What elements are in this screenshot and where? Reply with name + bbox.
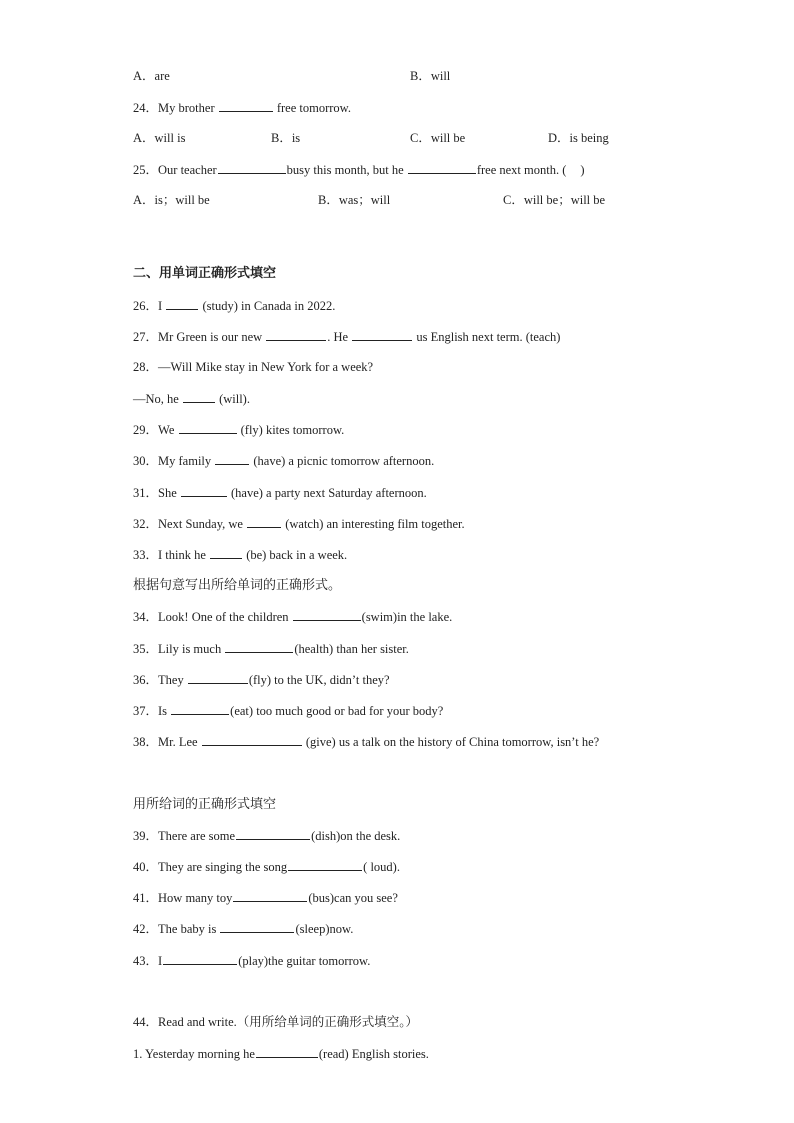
question-38	[133, 733, 599, 750]
q24-option-a: A．will is	[133, 131, 186, 145]
q23-option-b: B．will	[410, 69, 451, 83]
question-30	[133, 452, 434, 469]
question-text: (bus)can you see?	[308, 891, 398, 905]
question-number: 25．	[133, 163, 159, 177]
question-text: (sleep)now.	[295, 922, 354, 936]
answer-blank[interactable]	[408, 161, 476, 174]
section-heading: 二、用单词正确形式填空	[133, 265, 277, 280]
question-42	[133, 920, 353, 937]
question-26	[133, 297, 335, 314]
answer-blank[interactable]	[215, 452, 249, 465]
answer-blank[interactable]	[352, 328, 412, 341]
answer-blank[interactable]	[181, 484, 227, 497]
question-number: 31．	[133, 486, 159, 500]
question-text: She	[158, 486, 177, 500]
question-text: They are singing the song	[158, 860, 288, 874]
question-number: 32．	[133, 517, 159, 531]
answer-blank[interactable]	[171, 702, 229, 715]
question-text: —No, he	[133, 392, 179, 406]
question-text: We	[158, 423, 175, 437]
answer-blank[interactable]	[293, 608, 361, 621]
q25-option-c: C．will be；will be	[503, 193, 606, 207]
question-text: (be) back in a week.	[246, 548, 348, 562]
question-text: (have) a picnic tomorrow afternoon.	[253, 454, 435, 468]
question-44	[133, 1014, 418, 1030]
answer-blank[interactable]	[219, 99, 273, 112]
question-text: ( loud).	[363, 860, 400, 874]
question-text: (give) us a talk on the history of China tomorrow, isn’t he?	[305, 735, 600, 749]
question-text: Mr. Lee	[158, 735, 198, 749]
answer-blank[interactable]	[210, 546, 242, 559]
question-35	[133, 640, 409, 657]
answer-blank[interactable]	[225, 640, 293, 653]
question-text: free tomorrow.	[276, 101, 352, 115]
question-text: (fly) kites tomorrow.	[240, 423, 345, 437]
question-number: 38．	[133, 735, 159, 749]
question-34	[133, 608, 452, 625]
answer-blank[interactable]	[218, 161, 286, 174]
question-44-item-1	[133, 1045, 429, 1062]
question-number: 29．	[133, 423, 159, 437]
answer-blank[interactable]	[256, 1045, 318, 1058]
question-number: 40．	[133, 860, 159, 874]
question-28-answer	[133, 390, 250, 407]
question-31	[133, 484, 427, 501]
question-text: Look! One of the children	[158, 610, 289, 624]
question-text: There are some	[158, 829, 236, 843]
question-number: 41．	[133, 891, 159, 905]
question-number: 39．	[133, 829, 159, 843]
question-text: My brother	[158, 101, 215, 115]
question-33	[133, 546, 347, 563]
question-text: Read and write.（用所给单词的正确形式填空。）	[158, 1015, 419, 1029]
question-27	[133, 328, 560, 345]
question-text: They	[158, 673, 184, 687]
question-text: My family	[158, 454, 212, 468]
question-text: )	[580, 163, 585, 177]
answer-blank[interactable]	[266, 328, 326, 341]
question-text: Lily is much	[158, 642, 222, 656]
answer-blank[interactable]	[288, 858, 362, 871]
question-number: 43．	[133, 954, 159, 968]
question-text: The baby is	[158, 922, 217, 936]
question-text: How many toy	[158, 891, 233, 905]
question-32	[133, 515, 465, 532]
q24-option-b: B．is	[271, 131, 301, 145]
question-text: (will).	[219, 392, 250, 406]
question-text: (play)the guitar tomorrow.	[238, 954, 371, 968]
question-text: (have) a party next Saturday afternoon.	[231, 486, 427, 500]
answer-blank[interactable]	[236, 827, 310, 840]
question-29	[133, 421, 344, 438]
answer-blank[interactable]	[202, 733, 302, 746]
question-39	[133, 827, 400, 844]
question-text: I	[158, 954, 163, 968]
question-text: (health) than her sister.	[294, 642, 409, 656]
question-number: 33．	[133, 548, 159, 562]
question-text: free next month. (	[476, 163, 567, 177]
question-text: (read) English stories.	[318, 1047, 429, 1061]
q25-option-a: A．is；will be	[133, 193, 210, 207]
answer-blank[interactable]	[183, 390, 215, 403]
question-number: 42．	[133, 922, 159, 936]
question-text: Is	[158, 704, 168, 718]
question-text: Our teacher	[158, 163, 217, 177]
answer-blank[interactable]	[188, 671, 248, 684]
question-number: 34．	[133, 610, 159, 624]
answer-blank[interactable]	[163, 952, 237, 965]
answer-blank[interactable]	[233, 889, 307, 902]
question-number: 26．	[133, 299, 159, 313]
question-number: 30．	[133, 454, 159, 468]
question-number: 35．	[133, 642, 159, 656]
question-36	[133, 671, 390, 688]
question-text: (watch) an interesting film together.	[285, 517, 465, 531]
question-text: I think he	[158, 548, 206, 562]
section-instruction: 用所给词的正确形式填空	[133, 796, 277, 811]
question-28	[133, 359, 373, 375]
question-25	[133, 161, 585, 178]
question-text: (fly) to the UK, didn’t they?	[248, 673, 390, 687]
question-text: . He	[327, 330, 349, 344]
q24-option-c: C．will be	[410, 131, 466, 145]
q25-option-b: B．was；will	[318, 193, 391, 207]
question-text: (swim)in the lake.	[361, 610, 453, 624]
question-text: busy this month, but he	[286, 163, 404, 177]
answer-blank[interactable]	[179, 421, 237, 434]
question-text: (dish)on the desk.	[311, 829, 401, 843]
answer-blank[interactable]	[166, 297, 198, 310]
question-number: 44．	[133, 1015, 159, 1029]
question-number: 24．	[133, 101, 159, 115]
question-text: —Will Mike stay in New York for a week?	[158, 360, 374, 374]
question-number: 27．	[133, 330, 159, 344]
question-text: (study) in Canada in 2022.	[202, 299, 336, 313]
question-text: Mr Green is our new	[158, 330, 263, 344]
question-24	[133, 99, 351, 116]
question-37	[133, 702, 443, 719]
question-number: 28．	[133, 360, 159, 374]
answer-blank[interactable]	[247, 515, 281, 528]
section-instruction: 根据句意写出所给单词的正确形式。	[133, 577, 342, 592]
question-text: (eat) too much good or bad for your body?	[230, 704, 444, 718]
question-text: Next Sunday, we	[158, 517, 243, 531]
q23-option-a: A．are	[133, 69, 170, 83]
question-text: us English next term. (teach)	[416, 330, 561, 344]
question-number: 37．	[133, 704, 159, 718]
question-text: I	[158, 299, 163, 313]
question-text: 1. Yesterday morning he	[133, 1047, 255, 1061]
question-43	[133, 952, 370, 969]
question-41	[133, 889, 398, 906]
question-number: 36．	[133, 673, 159, 687]
question-40	[133, 858, 400, 875]
answer-blank[interactable]	[220, 920, 294, 933]
q24-option-d: D．is being	[548, 131, 609, 145]
